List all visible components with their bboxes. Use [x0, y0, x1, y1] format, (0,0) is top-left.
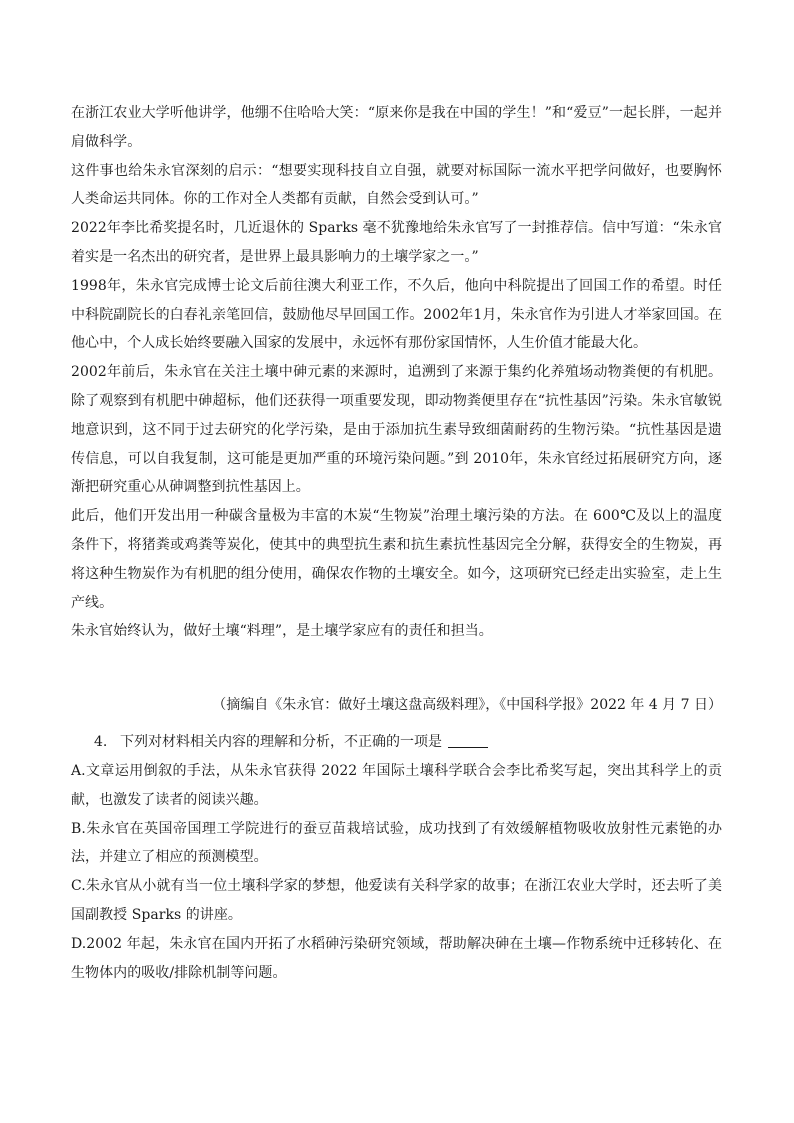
option-b: B.朱永官在英国帝国理工学院进行的蚕豆苗栽培试验，成功找到了有效缓解植物吸收放射性元素铯的办法，并建立了相应的预测模型。: [71, 820, 722, 866]
article-paragraph: 2022年李比希奖提名时，几近退休的 Sparks 毫不犹豫地给朱永官写了一封推荐信。信中写道：“朱永官着实是一名杰出的研究者，是世界上最具影响力的土壤学家之一。”: [71, 220, 722, 265]
article-paragraph: 在浙江农业大学听他讲学，他绷不住哈哈大笑：“原来你是我在中国的学生！”和“爱豆”一起长胖，一起并肩做科学。: [71, 105, 722, 150]
answer-blank: [448, 733, 488, 748]
question-stem-line: [94, 728, 488, 756]
article-body: [71, 99, 722, 646]
article-source: （摘编自《朱永官：做好土壤这盘高级料理》，《中国科学报》2022 年 4 月 7 日）: [212, 697, 722, 713]
option-d: D.2002 年起，朱永官在国内开拓了水稻砷污染研究领域，帮助解决砷在土壤—作物系统中迁移转化、在生物体内的吸收/排除机制等问题。: [71, 935, 722, 981]
question-number: 4.: [94, 734, 108, 750]
article-paragraph: 朱永官始终认为，做好土壤“料理”，是土壤学家应有的责任和担当。: [71, 623, 493, 640]
question-options: [71, 757, 722, 987]
option-a: A.文章运用倒叙的手法，从朱永官获得 2022 年国际土壤科学联合会李比希奖写起，突出其科学上的贡献，也激发了读者的阅读兴趣。: [71, 763, 722, 808]
article-paragraph: 这件事也给朱永官深刻的启示：“想要实现科技自立自强，就要对标国际一流水平把学问做好，也要胸怀人类命运共同体。你的工作对全人类都有贡献，自然会受到认可。”: [71, 162, 722, 208]
article-paragraph: 2002年前后，朱永官在关注土壤中砷元素的来源时，追溯到了来源于集约化养殖场动物粪便的有机肥。除了观察到有机肥中砷超标，他们还获得一项重要发现，即动物粪便里存在“抗性基因”污染。朱永官敏锐地意识到，这不同于过去研究的化学污染，是由于添加抗生素导致细菌耐药的生物污染。“抗性基因是遗传信息，可以自我复制，这可能是更加严重的环境污染问题。”到 2010年，朱永官经过拓展研究方向，逐渐把研究重心从砷调整到抗性基因上。: [71, 364, 722, 496]
option-c: C.朱永官从小就有当一位土壤科学家的梦想，他爱读有关科学家的故事；在浙江农业大学时，还去听了美国副教授 Sparks 的讲座。: [71, 878, 722, 923]
article-paragraph: 1998年，朱永官完成博士论文后前往澳大利亚工作，不久后，他向中科院提出了回国工作的希望。时任中科院副院长的白春礼亲笔回信，鼓励他尽早回国工作。2002年1月，朱永官作为引进人才举家回国。在他心中，个人成长始终要融入国家的发展中，永远怀有那份家国情怀，人生价值才能最大化。: [71, 277, 722, 352]
article-paragraph: 此后，他们开发出用一种碳含量极为丰富的木炭“生物炭”治理土壤污染的方法。在 600℃及以上的温度条件下，将猪粪或鸡粪等炭化，使其中的典型抗生素和抗生素抗性基因完全分解，获得安全的生物炭，再将这种生物炭作为有机肥的组分使用，确保农作物的土壤安全。如今，这项研究已经走出实验室，走上生产线。: [71, 508, 722, 611]
question-stem: 下列对材料相关内容的理解和分析，不正确的一项是: [120, 734, 442, 750]
